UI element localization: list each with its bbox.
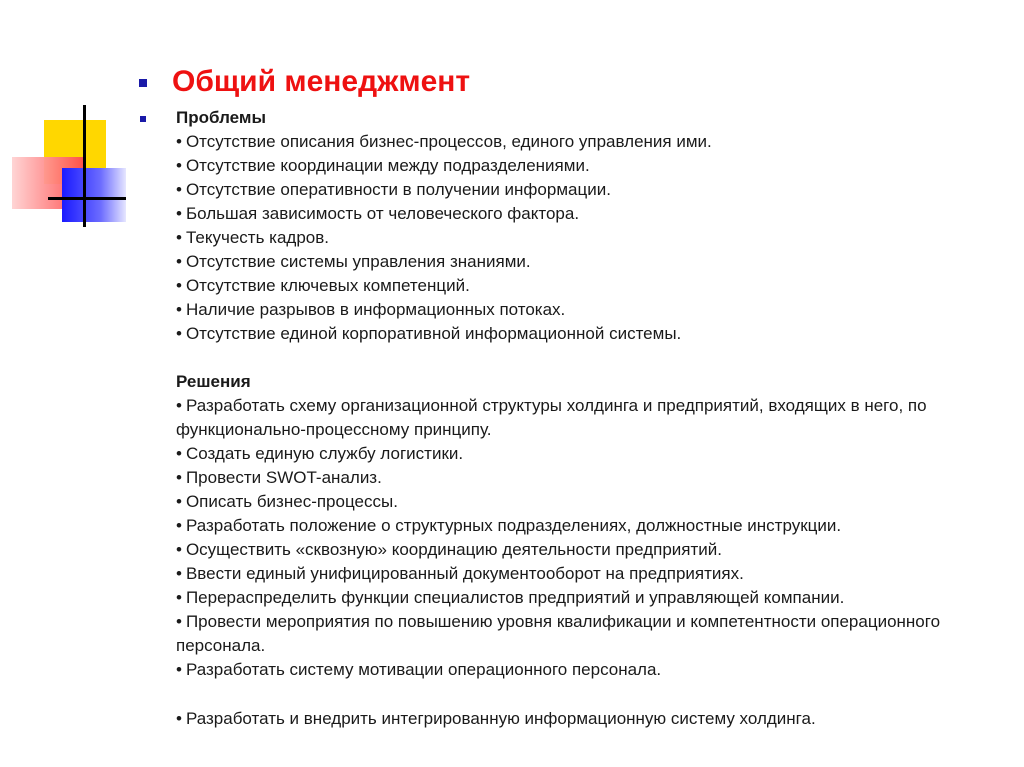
decorative-logo [0, 0, 140, 240]
problem-text: Отсутствие описания бизнес-процессов, единого управления ими. [185, 132, 712, 151]
bullet-glyph: • [176, 276, 182, 295]
problem-text: Большая зависимость от человеческого фактора. [185, 204, 580, 223]
bullet-glyph: • [176, 180, 182, 199]
solution-item [176, 658, 996, 682]
bullet-glyph: • [176, 324, 182, 343]
solution-text: Разработать схему организационной структуры холдинга и предприятий, входящих в него, по функционально-процессному принципу. [176, 396, 927, 439]
solution-text: Провести мероприятия по повышению уровня квалификации и компетентности операционного персонала. [176, 612, 941, 655]
problem-item [176, 130, 996, 154]
slide-title: Общий менеджмент [172, 65, 471, 98]
solution-item [176, 490, 996, 514]
problem-item [176, 274, 996, 298]
blue-square-shape [62, 168, 126, 222]
problem-item [176, 322, 996, 346]
solution-item [176, 538, 996, 562]
bullet-glyph: • [176, 492, 182, 511]
solution-item [176, 610, 996, 658]
solution-item [176, 466, 996, 490]
solution-text: Разработать систему мотивации операционного персонала. [185, 660, 662, 679]
solution-text: Создать единую службу логистики. [185, 444, 464, 463]
bullet-glyph: • [176, 156, 182, 175]
bullet-glyph: • [176, 132, 182, 151]
horizontal-line-shape [48, 197, 126, 200]
bullet-glyph: • [176, 709, 182, 728]
bullet-glyph: • [176, 228, 182, 247]
solution-item [176, 514, 996, 538]
solution-item [176, 586, 996, 610]
section-spacer [176, 682, 996, 707]
problem-text: Отсутствие единой корпоративной информационной системы. [185, 324, 682, 343]
bullet-glyph: • [176, 660, 182, 679]
problem-item [176, 226, 996, 250]
section-spacer [176, 346, 996, 370]
bullet-glyph: • [176, 300, 182, 319]
problems-list [176, 130, 996, 346]
vertical-line-shape [83, 105, 86, 227]
solution-text: Провести SWOT-анализ. [185, 468, 382, 487]
solutions-list [176, 394, 996, 682]
solution-text: Разработать и внедрить интегрированную информационную систему холдинга. [185, 709, 816, 728]
solution-text: Перераспределить функции специалистов предприятий и управляющей компании. [185, 588, 845, 607]
problem-item [176, 250, 996, 274]
problem-text: Отсутствие системы управления знаниями. [185, 252, 531, 271]
solution-item [176, 394, 996, 442]
bullet-glyph: • [176, 564, 182, 583]
bullet-glyph: • [176, 540, 182, 559]
problem-item [176, 202, 996, 226]
problem-text: Наличие разрывов в информационных потоках. [185, 300, 566, 319]
bullet-glyph: • [176, 516, 182, 535]
bullet-glyph: • [176, 588, 182, 607]
solution-text: Осуществить «сквозную» координацию деятельности предприятий. [185, 540, 722, 559]
solution-text: Описать бизнес-процессы. [185, 492, 398, 511]
solution-text: Ввести единый унифицированный документооборот на предприятиях. [185, 564, 744, 583]
solution-item-final [176, 707, 996, 731]
problem-item [176, 178, 996, 202]
bullet-glyph: • [176, 468, 182, 487]
problem-text: Отсутствие координации между подразделениями. [185, 156, 590, 175]
bullet-glyph: • [176, 204, 182, 223]
problem-text: Отсутствие ключевых компетенций. [185, 276, 470, 295]
title-row [139, 62, 470, 102]
solution-item [176, 442, 996, 466]
problems-heading: Проблемы [176, 108, 266, 127]
problem-item [176, 154, 996, 178]
slide-content [176, 106, 996, 731]
title-bullet-icon [139, 79, 147, 87]
body-bullet-icon [140, 116, 146, 122]
bullet-glyph: • [176, 252, 182, 271]
problem-text: Отсутствие оперативности в получении информации. [185, 180, 611, 199]
final-list [176, 707, 996, 731]
bullet-glyph: • [176, 396, 182, 415]
problem-item [176, 298, 996, 322]
solutions-heading: Решения [176, 372, 251, 391]
solution-text: Разработать положение о структурных подразделениях, должностные инструкции. [185, 516, 842, 535]
solution-item [176, 562, 996, 586]
problem-text: Текучесть кадров. [185, 228, 329, 247]
bullet-glyph: • [176, 444, 182, 463]
bullet-glyph: • [176, 612, 182, 631]
